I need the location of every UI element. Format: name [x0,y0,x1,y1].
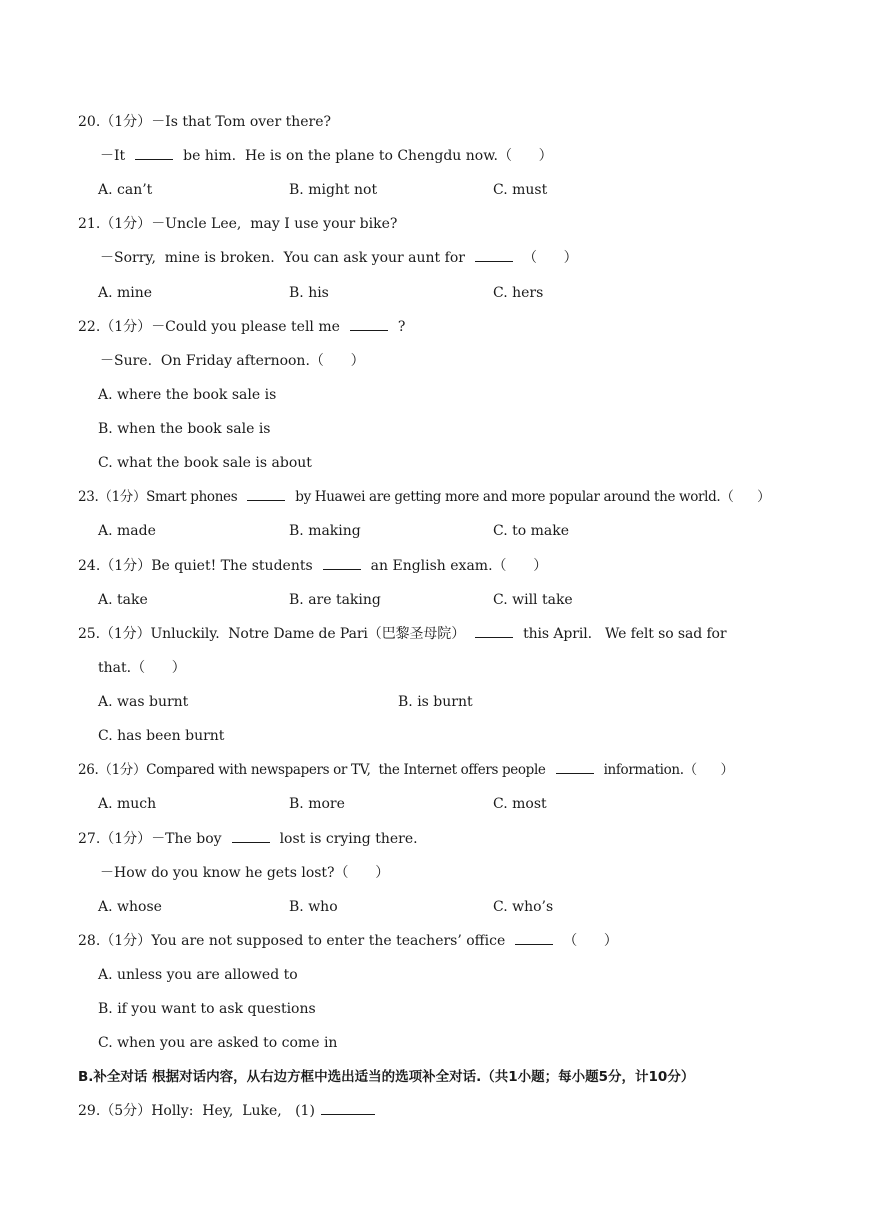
answer-blank [556,760,594,774]
question-21-dialogue: －Sorry, mine is broken. You can ask your aunt for （ ） [100,250,578,266]
question-26-option-c: C. most [493,796,547,812]
question-22-option-a: A. where the book sale is [98,387,277,403]
question-24-stem: 24.（1分）Be quiet! The students an English exam.（ ） [78,558,548,574]
question-25-option-c: C. has been burnt [98,728,225,744]
question-26-stem: 26.（1分）Compared with newspapers or TV, the Internet offers people information.（ ） [78,762,734,778]
question-23-option-a: A. made [98,523,156,539]
section-b-heading: B.补全对话 根据对话内容，从右边方框中选出适当的选项补全对话.（共1小题；每小题5分，计10分） [78,1069,695,1085]
question-24-option-a: A. take [98,592,148,608]
question-26-option-b: B. more [289,796,345,812]
answer-blank [232,829,270,843]
answer-blank [475,248,513,262]
question-29-stem: 29.（5分）Holly: Hey, Luke, (1) [78,1101,385,1121]
answer-blank [323,556,361,570]
question-25-option-a: A. was burnt [98,694,189,710]
question-20-stem: 20.（1分）－Is that Tom over there? [78,114,331,130]
answer-blank [247,487,285,501]
question-20-option-b: B. might not [289,182,378,198]
question-23-option-c: C. to make [493,523,570,539]
answer-blank [475,624,513,638]
question-20-option-a: A. can’t [98,182,153,198]
question-20-option-c: C. must [493,182,548,198]
question-22-option-c: C. what the book sale is about [98,455,312,471]
question-20-dialogue: －It be him. He is on the plane to Chengdu now.（ ） [100,148,553,164]
answer-blank [350,317,388,331]
question-21-stem: 21.（1分）－Uncle Lee, may I use your bike? [78,216,398,232]
answer-blank [321,1101,375,1115]
question-27-option-b: B. who [289,899,338,915]
question-23-stem: 23.（1分）Smart phones by Huawei are getting more and more popular around the world.（ ） [78,489,771,505]
question-24-option-c: C. will take [493,592,573,608]
question-27-option-a: A. whose [98,899,162,915]
question-26-option-a: A. much [98,796,157,812]
question-28-option-a: A. unless you are allowed to [98,967,298,983]
question-24-option-b: B. are taking [289,592,381,608]
question-25-stem: 25.（1分）Unluckily. Notre Dame de Pari（巴黎圣母院） this April. We felt so sad for [78,626,727,642]
question-28-stem: 28.（1分）You are not supposed to enter the teachers’ office （ ） [78,933,618,949]
answer-blank [515,931,553,945]
question-27-stem: 27.（1分）－The boy lost is crying there. [78,831,418,847]
question-21-option-a: A. mine [98,285,153,301]
question-21-option-b: B. his [289,285,329,301]
question-27-dialogue: －How do you know he gets lost?（ ） [100,865,390,881]
question-22-stem: 22.（1分）－Could you please tell me ? [78,319,406,335]
question-23-option-b: B. making [289,523,361,539]
question-25-option-b: B. is burnt [398,694,473,710]
question-22-dialogue: －Sure. On Friday afternoon.（ ） [100,353,365,369]
answer-blank [135,146,173,160]
question-28-option-b: B. if you want to ask questions [98,1001,316,1017]
question-28-option-c: C. when you are asked to come in [98,1035,338,1051]
question-21-option-c: C. hers [493,285,544,301]
question-27-option-c: C. who’s [493,899,554,915]
question-22-option-b: B. when the book sale is [98,421,271,437]
question-25-continuation: that.（ ） [98,660,186,676]
